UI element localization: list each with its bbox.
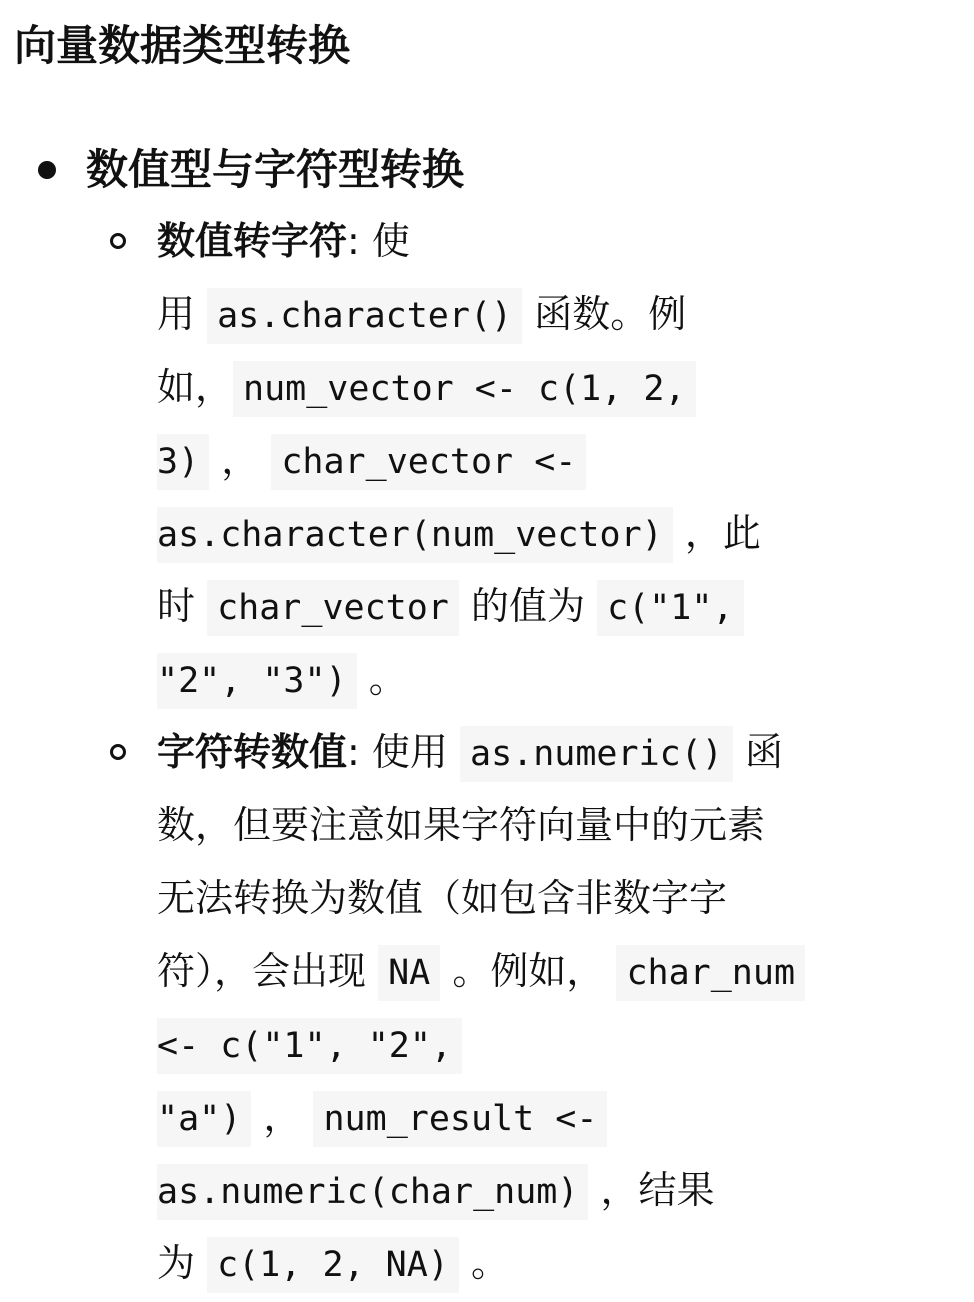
text-run: 函: [732, 730, 783, 774]
text-run: 的值为: [458, 584, 598, 628]
text-run: 无法转换为数值（如包含非数字字: [157, 876, 728, 920]
text-run: ，: [209, 438, 260, 482]
text-line: [157, 205, 957, 278]
text-line: [157, 1008, 957, 1081]
code-result: c("1",: [597, 580, 743, 636]
text-line: [157, 1154, 957, 1227]
text-line: [157, 278, 957, 351]
text-run: 用: [157, 292, 208, 336]
text-line: [157, 497, 957, 570]
text-run: 。: [356, 657, 407, 701]
bullet-circle-icon: [110, 233, 126, 249]
section-heading: 数值型与字符型转换: [86, 145, 465, 194]
text-run: ，: [251, 1095, 302, 1139]
code-as-character: as.character(): [207, 288, 522, 344]
code-example: as.character(num_vector): [157, 507, 673, 563]
code-as-numeric: as.numeric(): [460, 726, 733, 782]
code-result: c(1, 2, NA): [207, 1237, 459, 1293]
code-example: num_result <-: [313, 1091, 607, 1147]
text-line: [157, 935, 957, 1008]
code-example: char_num: [616, 945, 805, 1001]
list-item-num-to-char: [157, 205, 957, 716]
list-item-char-to-num: [157, 716, 957, 1300]
bullet-circle-icon: [110, 744, 126, 760]
text-line: [157, 424, 957, 497]
bullet-disc-icon: [38, 161, 56, 179]
text-line: [157, 1081, 957, 1154]
code-example: <- c("1", "2",: [157, 1018, 462, 1074]
code-na: NA: [378, 945, 440, 1001]
text-run: 时: [157, 584, 208, 628]
text-line: [157, 643, 957, 716]
label-separator: :: [347, 730, 360, 774]
text-run: 符），会出现: [157, 949, 379, 993]
text-line: [157, 351, 957, 424]
text-run: 使: [359, 219, 410, 263]
code-example: 3): [157, 434, 209, 490]
code-variable: char_vector: [207, 580, 459, 636]
text-line: [157, 1227, 957, 1300]
text-run: 函数。例: [522, 292, 687, 336]
text-run: 如，: [157, 365, 234, 409]
text-run: ，此: [672, 511, 761, 555]
text-run: 数，但要注意如果字符向量中的元素: [157, 803, 766, 847]
code-example: as.numeric(char_num): [157, 1164, 588, 1220]
text-run: ，结果: [588, 1168, 715, 1212]
code-result: "2", "3"): [157, 653, 357, 709]
label-separator: :: [347, 219, 360, 263]
text-line: [157, 862, 957, 935]
item-label: 数值转字符: [157, 219, 348, 263]
text-line: [157, 716, 957, 789]
text-run: 为: [157, 1241, 208, 1285]
page-title: 向量数据类型转换: [14, 21, 351, 70]
text-line: [157, 789, 957, 862]
text-run: 。例如，: [440, 949, 605, 993]
code-example: "a"): [157, 1091, 251, 1147]
code-example: num_vector <- c(1, 2,: [233, 361, 696, 417]
code-example: char_vector <-: [271, 434, 586, 490]
item-label: 字符转数值: [157, 730, 348, 774]
text-run: 。: [458, 1241, 509, 1285]
text-line: [157, 570, 957, 643]
text-run: 使用: [359, 730, 460, 774]
